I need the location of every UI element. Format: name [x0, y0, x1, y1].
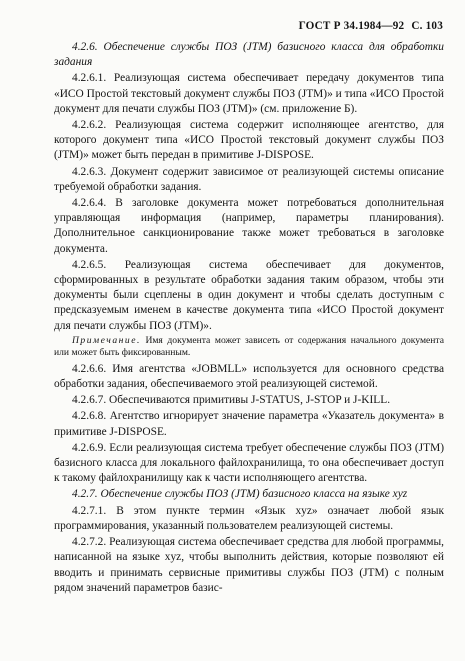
note-text: Имя документа может зависеть от содержания начального документа или может быть фиксированным. — [54, 334, 444, 358]
clause-text: Реализующая система содержит исполняющее агентство, для которого документ типа «ИСО Простой текстовый документ службы ПОЗ (JTM)» может быть передан в примитиве J-DISPOSE. — [54, 119, 444, 162]
clause-text: Агентство игнорирует значение параметра «Указатель документа» в примитиве J-DISPOSE. — [54, 410, 444, 438]
clause-number: 4.2.6.1. — [72, 72, 107, 85]
clause-number: 4.2.7.1. — [72, 504, 107, 517]
clause-text: Имя агентства «JOBMLL» используется для основного средства обработки задания, обеспечиваемого этой реализующей системой. — [54, 362, 445, 391]
clause-text: Документ содержит зависимое от реализующей системы описание требуемой обработки задания. — [54, 165, 444, 193]
clause-number: 4.2.6.7. — [72, 394, 107, 407]
document-body — [54, 40, 444, 597]
clause-4-2-6-3 — [54, 165, 444, 195]
clause-text: В заголовке документа может потребоваться дополнительная управляющая информация (например, параметры планирования). Дополнительное санкционирование также может требоваться в заголовке документа. — [54, 197, 444, 255]
clause-text: Если реализующая система требует обеспечение службы ПОЗ (JTM) базисного класса для локального файлохранилища, то она обеспечивает доступ к такому файлохранилищу как к части исполняющего агентства. — [54, 441, 444, 485]
clause-number: 4.2.6.3. — [72, 165, 107, 178]
section-heading-4-2-7 — [54, 487, 444, 502]
clause-text: Реализующая система обеспечивает для документов, сформированных в результате обработки задания таким образом, чтобы эти документы были сцеплены в один документ и чтобы сделать доступным с предсказуемым именем в качестве документа типа «ИСО Простой документ для печати службы ПОЗ (JTM)». — [54, 258, 444, 332]
standard-number: ГОСТ Р 34.1984—92 — [298, 20, 405, 32]
clause-number: 4.2.6.2. — [72, 119, 107, 132]
clause-text: Реализующая система обеспечивает средства для любой программы, написанной на языке xyz, чтобы выполнить действия, которые позволяют ей вводить и принимать сервисные примитивы службы ПОЗ (JTM) с полным рядом значений параметров базис- — [54, 536, 444, 594]
clause-4-2-7-1 — [54, 504, 444, 534]
clause-4-2-7-2 — [54, 535, 444, 596]
note-label: Примечание. — [72, 334, 141, 346]
clause-number: 4.2.6.6. — [72, 362, 107, 375]
section-number: 4.2.6. — [72, 41, 98, 53]
section-title: Обеспечение службы ПОЗ (JTM) базисного класса на языке xyz — [100, 488, 408, 501]
clause-text: В этом пункте термин «Язык xyz» означает любой язык программирования, указанный пользователем реализующей системы. — [54, 504, 445, 532]
clause-text: Обеспечиваются примитивы J-STATUS, J-STOP и J-KILL. — [109, 394, 391, 407]
clause-number: 4.2.7.2. — [72, 536, 107, 549]
clause-4-2-6-5 — [54, 258, 444, 334]
clause-4-2-6-6 — [54, 362, 444, 392]
clause-4-2-6-1 — [54, 71, 444, 117]
clause-4-2-6-9 — [54, 441, 444, 487]
clause-number: 4.2.6.8. — [72, 410, 107, 423]
clause-4-2-6-4 — [54, 196, 444, 257]
clause-number: 4.2.6.5. — [72, 258, 107, 271]
note — [54, 335, 444, 359]
clause-number: 4.2.6.4. — [72, 197, 107, 210]
section-heading-4-2-6 — [54, 40, 444, 70]
section-number: 4.2.7. — [72, 488, 98, 501]
clause-4-2-6-7 — [54, 393, 444, 408]
clause-number: 4.2.6.9. — [72, 441, 107, 454]
page-number: С. 103 — [411, 20, 443, 32]
page-header — [295, 20, 443, 32]
clause-4-2-6-2 — [54, 118, 444, 164]
clause-text: Реализующая система обеспечивает передачу документов типа «ИСО Простой текстовый документ службы ПОЗ (JTM)» и типа «ИСО Простой документ для печати службы ПОЗ (JTM)» (см. приложение Б). — [54, 72, 444, 115]
clause-4-2-6-8 — [54, 409, 444, 439]
section-title: Обеспечение службы ПОЗ (JTM) базисного класса для обработки задания — [54, 41, 444, 69]
